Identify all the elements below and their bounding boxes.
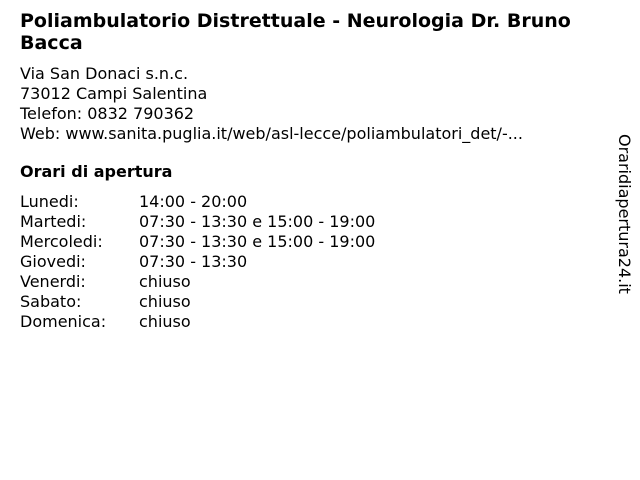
hours-row-thursday bbox=[20, 252, 600, 272]
address-block bbox=[20, 64, 600, 144]
day-label: Lunedi: bbox=[20, 192, 79, 211]
hours-row-saturday bbox=[20, 292, 600, 312]
phone-number: Telefon: 0832 790362 bbox=[20, 104, 195, 123]
day-label: Martedi: bbox=[20, 212, 87, 231]
city-address: 73012 Campi Salentina bbox=[20, 84, 208, 103]
day-label: Domenica: bbox=[20, 312, 107, 331]
hours-row-sunday bbox=[20, 312, 600, 332]
day-label: Venerdi: bbox=[20, 272, 86, 291]
day-hours: chiuso bbox=[139, 272, 191, 291]
page-title: Poliambulatorio Distrettuale - Neurologia Dr. Bruno Bacca bbox=[20, 10, 571, 54]
street-address: Via San Donaci s.n.c. bbox=[20, 64, 189, 83]
day-hours: 07:30 - 13:30 e 15:00 - 19:00 bbox=[139, 212, 376, 231]
website-link[interactable]: Web: www.sanita.puglia.it/web/asl-lecce/poliambulatori_det/-... bbox=[20, 124, 523, 143]
hours-table bbox=[20, 192, 600, 332]
day-hours: 07:30 - 13:30 bbox=[139, 252, 248, 271]
hours-row-monday bbox=[20, 192, 600, 212]
day-label: Giovedi: bbox=[20, 252, 86, 271]
day-hours: 07:30 - 13:30 e 15:00 - 19:00 bbox=[139, 232, 376, 251]
day-hours: chiuso bbox=[139, 312, 191, 331]
hours-row-friday bbox=[20, 272, 600, 292]
hours-row-tuesday bbox=[20, 212, 600, 232]
listing-card bbox=[20, 10, 600, 332]
site-brand-text: Oraridiapertura24.it bbox=[615, 134, 634, 294]
day-hours: 14:00 - 20:00 bbox=[139, 192, 248, 211]
day-label: Mercoledi: bbox=[20, 232, 103, 251]
day-label: Sabato: bbox=[20, 292, 82, 311]
site-brand-vertical bbox=[612, 134, 634, 310]
hours-row-wednesday bbox=[20, 232, 600, 252]
day-hours: chiuso bbox=[139, 292, 191, 311]
hours-heading: Orari di apertura bbox=[20, 162, 173, 181]
